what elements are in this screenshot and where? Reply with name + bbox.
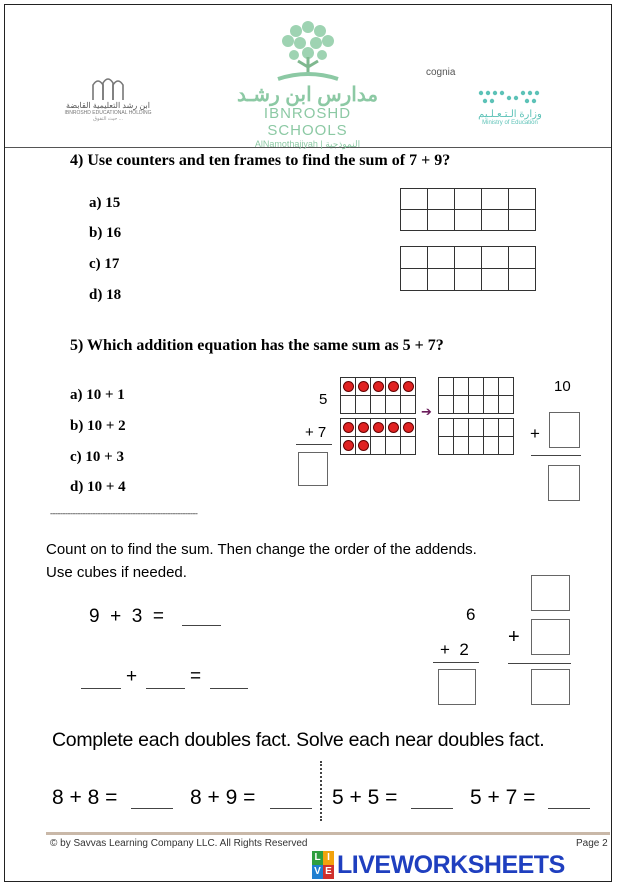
doubles-fact-1: 8 + 8 =: [52, 786, 118, 809]
counter-dot: [358, 381, 369, 392]
holding-tag: حيث التفوق ...: [93, 116, 123, 122]
q5-option-c[interactable]: c) 10 + 3: [70, 449, 124, 465]
counter-dot: [373, 381, 384, 392]
badge-e: E: [323, 865, 334, 879]
reorder-box-sum[interactable]: [531, 669, 570, 705]
vertical-bottom-addend: + 2: [440, 640, 469, 659]
doubles-fact-4-blank[interactable]: [548, 808, 590, 809]
q5-counter-frame-2: [340, 418, 416, 455]
counter-dot: [358, 422, 369, 433]
badge-v: V: [312, 865, 323, 879]
q5-result-line: [531, 455, 581, 456]
reorder-sum-line: [508, 663, 571, 664]
reorder-equals: =: [190, 666, 202, 687]
reorder-box-middle[interactable]: [531, 619, 570, 655]
q5-answer-box-sum[interactable]: [548, 465, 580, 501]
counter-dot: [403, 381, 414, 392]
schools-name-ar: مدارس ابن رشـد: [236, 84, 379, 106]
counter-dot: [403, 422, 414, 433]
q4-option-c[interactable]: c) 17: [89, 256, 120, 272]
reorder-addend-2-blank[interactable]: [146, 688, 185, 689]
q5-option-a[interactable]: a) 10 + 1: [70, 387, 125, 403]
ministry-logo: [455, 87, 565, 126]
liveworksheets-logo: [312, 850, 565, 880]
count-on-instruction-1: Count on to find the sum. Then change the order of the addends.: [46, 541, 477, 558]
holding-name-en: IBNROSHD EDUCATIONAL HOLDING: [64, 110, 152, 116]
count-on-answer-blank[interactable]: [182, 625, 221, 626]
counter-dot: [373, 422, 384, 433]
tree-icon: [268, 17, 348, 85]
q4-option-d[interactable]: d) 18: [89, 287, 122, 303]
q5-top-addend: 5: [319, 391, 328, 408]
ibnroshd-schools-logo: [230, 17, 385, 150]
cognia-logo: cognia: [426, 67, 456, 78]
q4-question: 4) Use counters and ten frames to find the sum of 7 + 9?: [70, 152, 451, 169]
q5-empty-frame-2: [438, 418, 514, 455]
doubles-fact-2-blank[interactable]: [270, 808, 312, 809]
doubles-fact-1-blank[interactable]: [131, 808, 173, 809]
footer-rule: [46, 832, 610, 835]
ministry-name-ar: وزارة الـتـعـلـيم: [478, 109, 542, 120]
counter-dot: [343, 440, 354, 451]
reorder-box-top[interactable]: [531, 575, 570, 611]
doubles-fact-4: 5 + 7 =: [470, 786, 536, 809]
ministry-name-en: Ministry of Education: [482, 120, 538, 126]
q5-answer-box-left[interactable]: [298, 452, 328, 486]
doubles-fact-3-blank[interactable]: [411, 808, 453, 809]
count-on-instruction-2: Use cubes if needed.: [46, 564, 187, 581]
reorder-sum-blank[interactable]: [210, 688, 248, 689]
counter-dot: [388, 422, 399, 433]
copyright-text: © by Savvas Learning Company LLC. All Rights Reserved: [50, 838, 308, 849]
q5-empty-frame-1: [438, 377, 514, 414]
q5-option-b[interactable]: b) 10 + 2: [70, 418, 126, 434]
badge-i: I: [323, 851, 334, 865]
q5-question: 5) Which addition equation has the same sum as 5 + 7?: [70, 337, 444, 354]
q5-option-d[interactable]: d) 10 + 4: [70, 479, 126, 495]
doubles-divider: [320, 761, 322, 821]
liveworksheets-brand[interactable]: LIVEWORKSHEETS: [337, 850, 565, 879]
doubles-fact-3: 5 + 5 =: [332, 786, 398, 809]
ibnroshd-holding-logo: [53, 75, 163, 122]
counter-dot: [343, 422, 354, 433]
schools-name-en: IBNROSHD SCHOOLS: [263, 105, 352, 139]
header: [5, 5, 611, 148]
q4-ten-frame-1: [400, 188, 536, 231]
counter-dot: [358, 440, 369, 451]
q5-answer-box-top[interactable]: [549, 412, 580, 448]
counter-dot: [388, 381, 399, 392]
q4-option-b[interactable]: b) 16: [89, 225, 122, 241]
schools-sub: AlNamothajiyah | النموذجية: [254, 139, 361, 149]
reorder-addend-1-blank[interactable]: [81, 688, 121, 689]
q5-bottom-addend: + 7: [305, 424, 327, 441]
arrow-icon: ➔: [421, 405, 432, 420]
page-number: Page 2: [576, 838, 608, 849]
vertical-answer-box[interactable]: [438, 669, 476, 705]
q5-result-plus: +: [530, 424, 540, 443]
reorder-vertical-plus: +: [508, 626, 520, 648]
holding-name-ar: ابن رشد التعليمية القابضة: [66, 101, 150, 110]
q5-counter-frame: [340, 377, 416, 414]
doubles-instruction: Complete each doubles fact. Solve each near doubles fact.: [52, 729, 545, 751]
badge-l: L: [312, 851, 323, 865]
vertical-top-addend: 6: [466, 605, 476, 624]
q5-result-top: 10: [554, 378, 571, 395]
q5-sum-line: [296, 444, 332, 445]
section-separator: -----------------------------------------------------------: [50, 508, 198, 518]
q4-ten-frame-2: [400, 246, 536, 291]
ministry-dots-icon: [475, 87, 545, 109]
q4-option-a[interactable]: a) 15: [89, 195, 121, 211]
liveworksheets-badge-icon: [312, 851, 334, 879]
building-icon: [90, 75, 126, 101]
doubles-fact-2: 8 + 9 =: [190, 786, 256, 809]
counter-dot: [343, 381, 354, 392]
count-on-equation: 9 + 3 =: [89, 606, 164, 627]
reorder-plus: +: [126, 666, 138, 687]
vertical-sum-line: [433, 662, 479, 663]
